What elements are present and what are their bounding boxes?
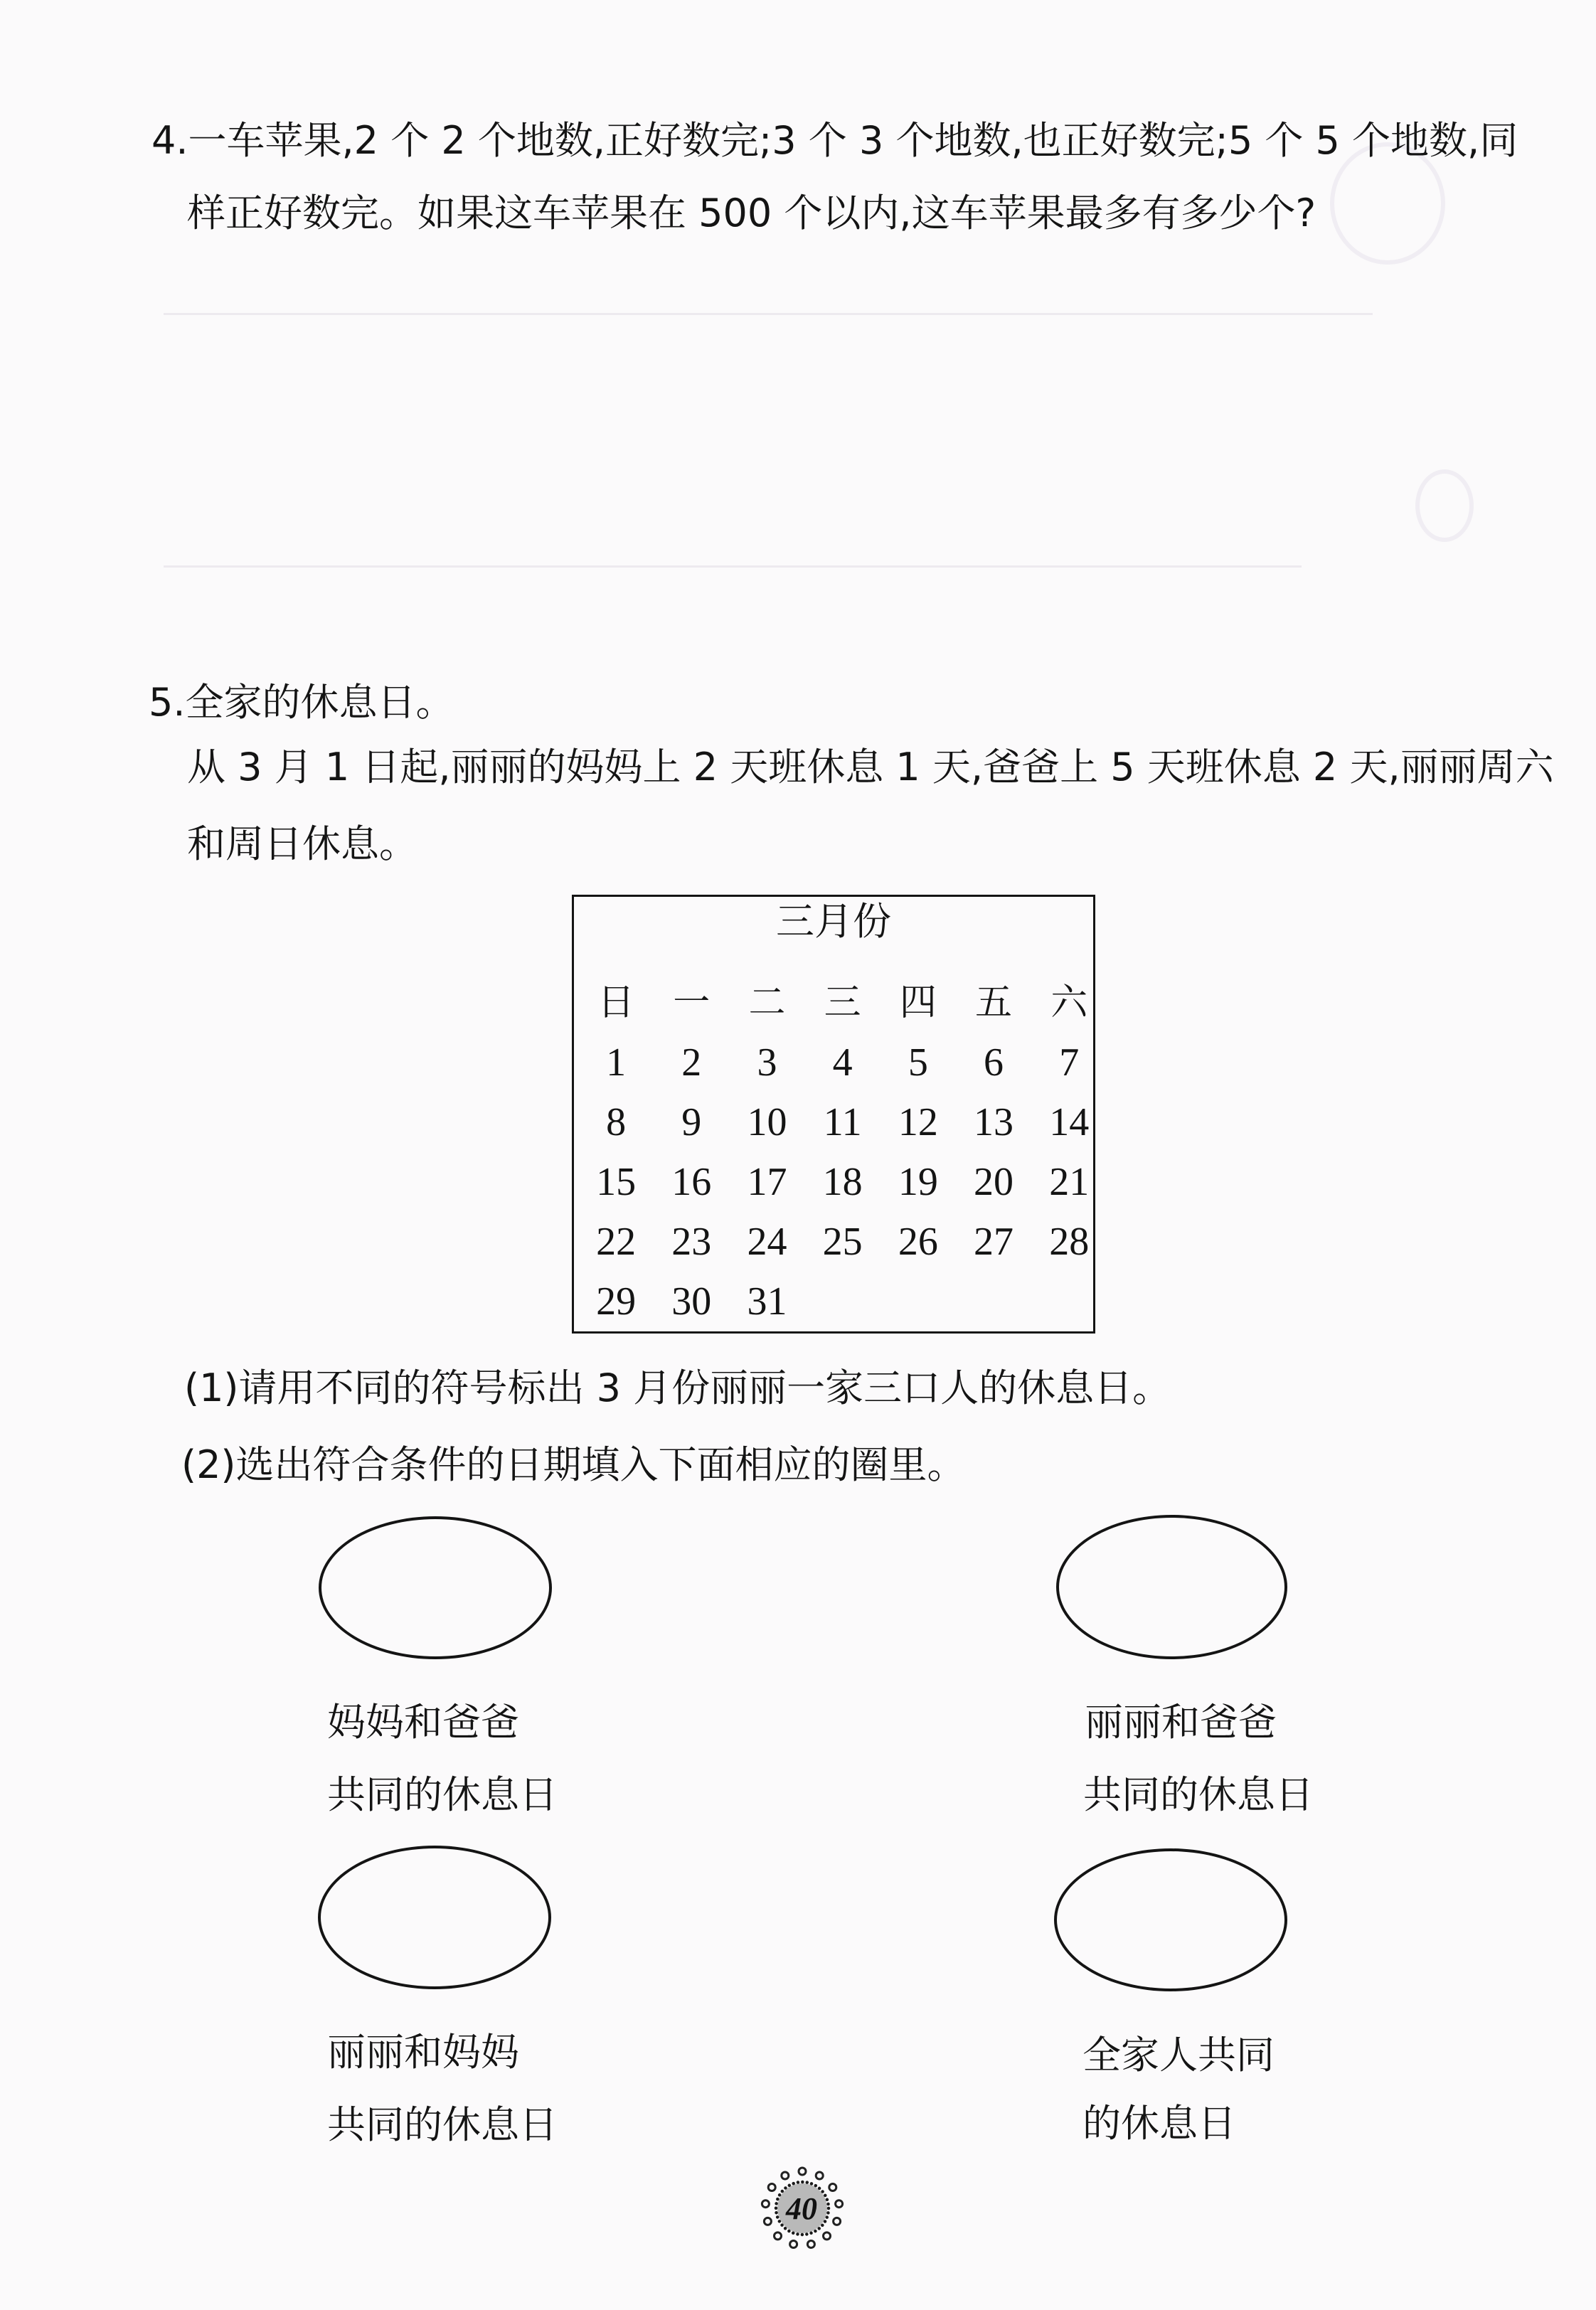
answer-label-lili-dad-line-2: 共同的休息日 bbox=[1083, 1772, 1314, 1817]
weekday-wed: 三 bbox=[824, 981, 861, 1024]
answer-label-whole-family-line-2: 的休息日 bbox=[1082, 2101, 1236, 2146]
weekday-sun: 日 bbox=[597, 981, 635, 1024]
march-calendar bbox=[572, 895, 1095, 1334]
calendar-day: 25 bbox=[822, 1220, 863, 1264]
answer-label-whole-family-line-1: 全家人共同 bbox=[1082, 2033, 1275, 2077]
weekday-sat: 六 bbox=[1050, 981, 1088, 1024]
q5-line-1: 从 3 月 1 日起,丽丽的妈妈上 2 天班休息 1 天,爸爸上 5 天班休息 2 天,丽丽周六 bbox=[187, 745, 1554, 789]
calendar-day: 26 bbox=[898, 1220, 938, 1264]
calendar-day: 27 bbox=[974, 1220, 1014, 1264]
answer-oval-mom-dad[interactable] bbox=[319, 1516, 552, 1659]
answer-label-lili-dad-line-1: 丽丽和爸爸 bbox=[1085, 1700, 1277, 1745]
calendar-day: 2 bbox=[681, 1040, 702, 1085]
calendar-day: 31 bbox=[747, 1279, 787, 1324]
q5-subquestion-1: (1)请用不同的符号标出 3 月份丽丽一家三口人的休息日。 bbox=[184, 1366, 1171, 1410]
calendar-day: 20 bbox=[974, 1160, 1014, 1204]
answer-label-lili-mom-line-2: 共同的休息日 bbox=[327, 2102, 558, 2147]
weekday-mon: 一 bbox=[673, 981, 711, 1024]
q5-subquestion-2: (2)选出符合条件的日期填入下面相应的圈里。 bbox=[181, 1442, 966, 1487]
calendar-day: 19 bbox=[898, 1160, 938, 1204]
calendar-day: 16 bbox=[671, 1160, 712, 1204]
calendar-day: 13 bbox=[974, 1100, 1014, 1144]
sun-ring-icon bbox=[752, 2159, 852, 2258]
calendar-day: 14 bbox=[1049, 1100, 1090, 1144]
calendar-day: 15 bbox=[596, 1160, 637, 1204]
page-number-badge bbox=[752, 2159, 852, 2258]
q5-line-2: 和周日休息。 bbox=[187, 821, 417, 866]
calendar-title: 三月份 bbox=[776, 899, 891, 944]
calendar-day: 12 bbox=[898, 1100, 938, 1144]
calendar-day: 9 bbox=[681, 1100, 702, 1144]
calendar-day: 4 bbox=[832, 1040, 853, 1085]
calendar-day: 23 bbox=[671, 1220, 712, 1264]
page-number: 40 bbox=[786, 2191, 817, 2226]
calendar-day: 30 bbox=[671, 1279, 712, 1324]
calendar-day: 21 bbox=[1049, 1160, 1090, 1204]
answer-oval-lili-dad[interactable] bbox=[1056, 1515, 1287, 1659]
weekday-thu: 四 bbox=[899, 981, 937, 1024]
calendar-day: 17 bbox=[747, 1160, 787, 1204]
answer-oval-lili-mom[interactable] bbox=[318, 1846, 551, 1989]
weekday-fri: 五 bbox=[975, 981, 1013, 1024]
calendar-day: 22 bbox=[596, 1220, 637, 1264]
calendar-day: 8 bbox=[606, 1100, 627, 1144]
q4-line-2: 样正好数完。如果这车苹果在 500 个以内,这车苹果最多有多少个? bbox=[187, 191, 1316, 235]
answer-oval-whole-family[interactable] bbox=[1054, 1848, 1287, 1991]
calendar-grid bbox=[578, 973, 1107, 1331]
calendar-day: 28 bbox=[1049, 1220, 1090, 1264]
calendar-day: 10 bbox=[747, 1100, 787, 1144]
calendar-day: 5 bbox=[908, 1040, 928, 1085]
calendar-day: 1 bbox=[606, 1040, 627, 1085]
calendar-day: 29 bbox=[596, 1279, 637, 1324]
calendar-day: 18 bbox=[822, 1160, 863, 1204]
bleed-through-line bbox=[164, 565, 1302, 568]
bleed-through-stamp bbox=[1415, 469, 1474, 542]
answer-label-mom-dad-line-1: 妈妈和爸爸 bbox=[327, 1700, 519, 1745]
answer-label-lili-mom-line-1: 丽丽和妈妈 bbox=[327, 2030, 519, 2075]
calendar-day: 24 bbox=[747, 1220, 787, 1264]
q5-title: 5.全家的休息日。 bbox=[149, 680, 454, 725]
calendar-day: 7 bbox=[1059, 1040, 1080, 1085]
weekday-tue: 二 bbox=[748, 981, 786, 1024]
answer-label-mom-dad-line-2: 共同的休息日 bbox=[327, 1772, 558, 1817]
q4-line-1: 4.一车苹果,2 个 2 个地数,正好数完;3 个 3 个地数,也正好数完;5 个 5 个地数,同 bbox=[151, 118, 1518, 163]
calendar-day: 3 bbox=[757, 1040, 777, 1085]
calendar-day: 11 bbox=[823, 1100, 862, 1144]
bleed-through-line bbox=[164, 313, 1373, 315]
calendar-day: 6 bbox=[984, 1040, 1004, 1085]
